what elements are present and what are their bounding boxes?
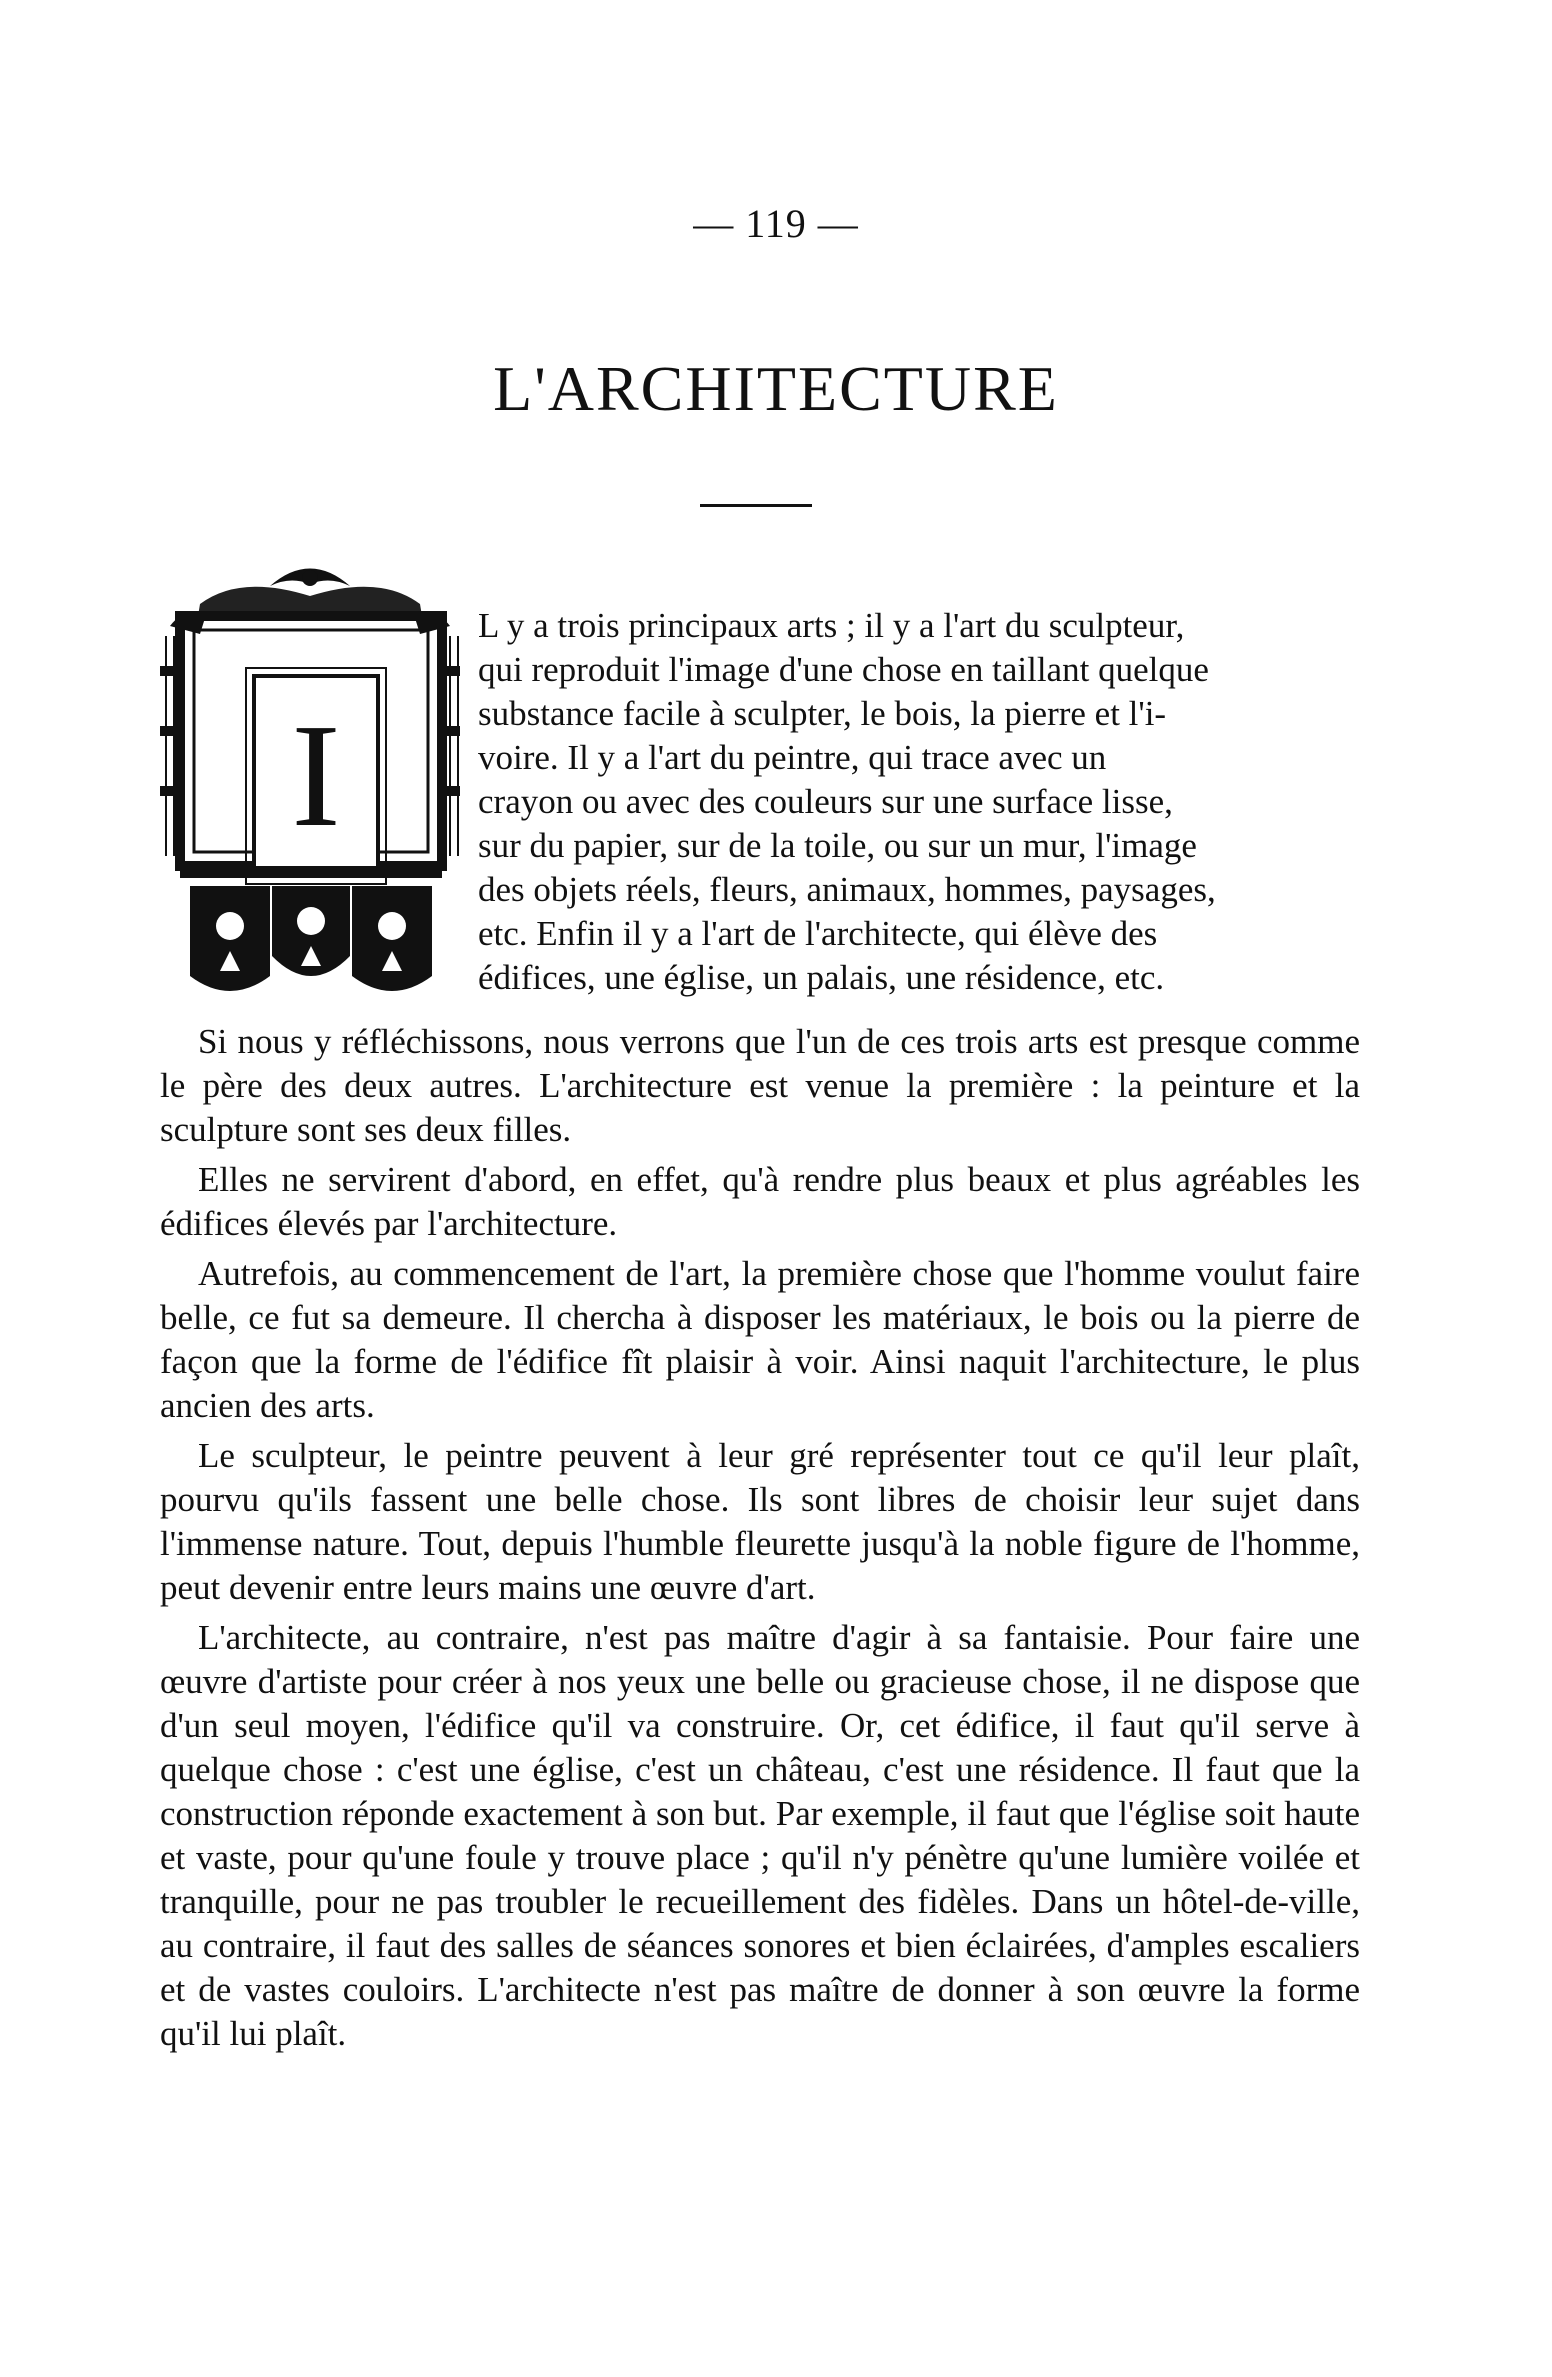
chapter-title: L'ARCHITECTURE: [493, 353, 1059, 424]
paragraph: Elles ne servirent d'abord, en effet, qu'à rendre plus beaux et plus agréables les édifices élevés par l'architecture.: [160, 1160, 1360, 1243]
paragraph: Autrefois, au commencement de l'art, la première chose que l'homme voulut faire belle, ce fut sa demeure. Il chercha à disposer les matériaux, le bois ou la pierre de façon que la forme de l'édifice fît plaisir à voir. Ainsi naquit l'architecture, le plus ancien des arts.: [160, 1254, 1360, 1425]
text-line: qui reproduit l'image d'une chose en taillant quelque: [478, 650, 1209, 689]
text-line: etc. Enfin il y a l'art de l'architecte, qui élève des: [478, 914, 1158, 953]
text-line: édifices, une église, un palais, une résidence, etc.: [478, 958, 1165, 997]
paragraph: Si nous y réfléchissons, nous verrons que l'un de ces trois arts est presque comme le père des deux autres. L'architecture est venue la première : la peinture et la sculpture sont ses deux filles.: [160, 1022, 1360, 1149]
title-rule: [700, 504, 812, 507]
first-paragraph: [160, 604, 1360, 1000]
drop-cap-letter: I: [291, 694, 341, 858]
paragraph: Le sculpteur, le peintre peuvent à leur gré représenter tout ce qu'il leur plaît, pourvu qu'ils fassent une belle chose. Ils sont libres de choisir leur sujet dans l'immense nature. Tout, depuis l'humble fleurette jusqu'à la noble figure de l'homme, peut devenir entre leurs mains une œuvre d'art.: [160, 1436, 1360, 1607]
page-number: — 119 —: [693, 201, 859, 246]
text-line: crayon ou avec des couleurs sur une surface lisse,: [478, 782, 1173, 821]
text-line: des objets réels, fleurs, animaux, hommes, paysages,: [478, 870, 1216, 909]
paragraph: L'architecte, au contraire, n'est pas maître d'agir à sa fantaisie. Pour faire une œuvre d'artiste pour créer à nos yeux une belle ou gracieuse chose, il ne dispose que d'un seul moyen, l'édifice qu'il va construire. Or, cet édifice, il faut qu'il serve à quelque chose : c'est une église, c'est un château, c'est une résidence. Il faut que la construction réponde exactement à son but. Par exemple, il faut que l'église soit haute et vaste, pour qu'une foule y trouve place ; qu'il n'y pénètre qu'une lumière voilée et tranquille, pour ne pas troubler le recueillement des fidèles. Dans un hôtel-de-ville, au contraire, il faut des salles de séances sonores et bien éclairées, d'amples escaliers et de vastes couloirs. L'architecte n'est pas maître de donner à son œuvre la forme qu'il lui plaît.: [160, 1618, 1360, 2053]
text-line: L y a trois principaux arts ; il y a l'art du sculpteur,: [478, 606, 1185, 645]
text-line: voire. Il y a l'art du peintre, qui trace avec un: [478, 738, 1107, 777]
text-line: sur du papier, sur de la toile, ou sur un mur, l'image: [478, 826, 1197, 865]
body-text: [160, 1020, 1360, 2062]
text-line: substance facile à sculpter, le bois, la pierre et l'i-: [478, 694, 1167, 733]
